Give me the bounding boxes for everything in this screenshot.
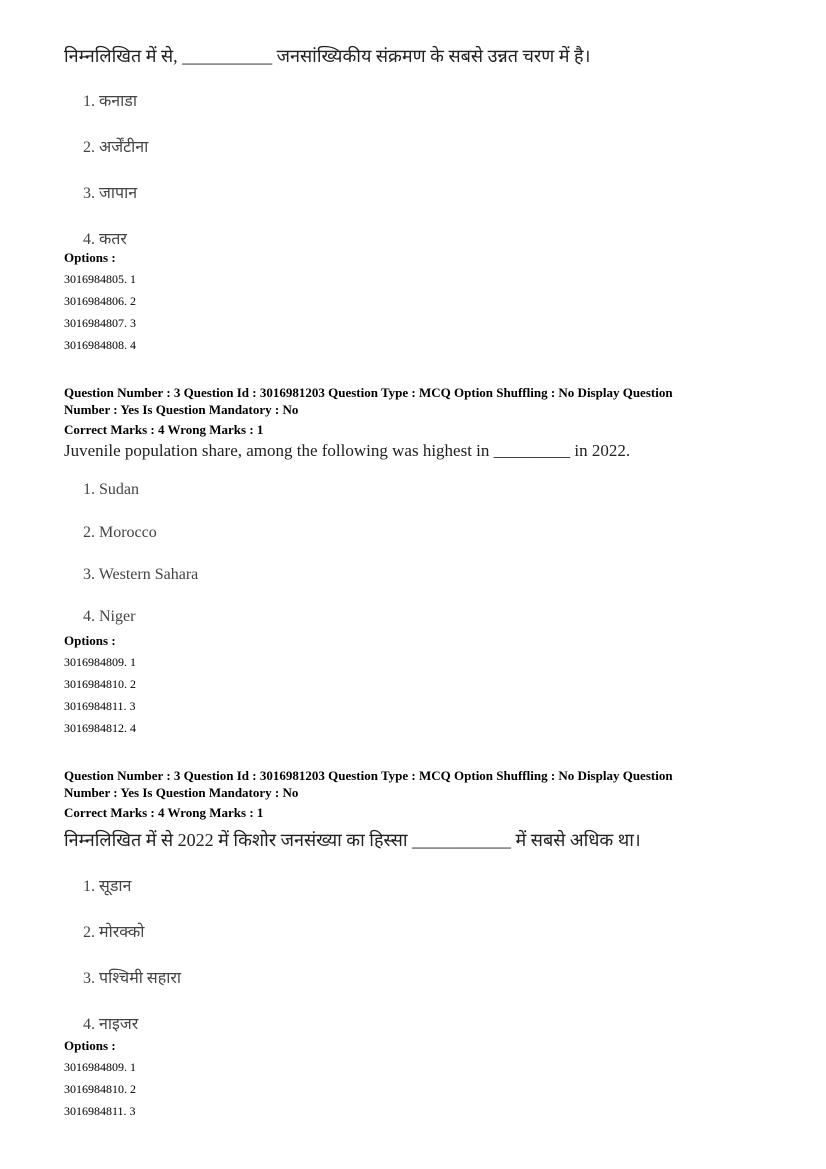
options-label-2: Options :	[64, 633, 116, 648]
option-id-2-3: 3016984811. 3	[64, 699, 136, 713]
question-meta-line2-3: Number : Yes Is Question Mandatory : No	[64, 785, 299, 800]
choice-3-2: 2. मोरक्को	[83, 924, 145, 941]
option-id-2-1: 3016984809. 1	[64, 655, 136, 669]
option-id-1-1: 3016984805. 1	[64, 272, 136, 286]
options-label-3: Options :	[64, 1038, 116, 1053]
option-id-3-2: 3016984810. 2	[64, 1082, 136, 1096]
option-id-2-4: 3016984812. 4	[64, 721, 136, 735]
choice-2-1: 1. Sudan	[83, 481, 139, 498]
question-marks-2: Correct Marks : 4 Wrong Marks : 1	[64, 422, 264, 437]
choice-3-4: 4. नाइजर	[83, 1016, 139, 1033]
choice-1-1: 1. कनाडा	[83, 93, 138, 110]
option-id-1-2: 3016984806. 2	[64, 294, 136, 308]
choice-2-4: 4. Niger	[83, 608, 136, 625]
option-id-1-3: 3016984807. 3	[64, 316, 136, 330]
choice-2-3: 3. Western Sahara	[83, 566, 199, 583]
options-label-1: Options :	[64, 250, 116, 265]
choice-3-3: 3. पश्चिमी सहारा	[83, 970, 182, 987]
choice-1-2: 2. अर्जेंटीना	[83, 139, 149, 156]
choice-3-1: 1. सूडान	[83, 878, 132, 895]
question-meta-line1-2: Question Number : 3 Question Id : 3016981203 Question Type : MCQ Option Shuffling : No Display Question	[64, 385, 673, 400]
option-id-3-3: 3016984811. 3	[64, 1104, 136, 1118]
question-text-2: Juvenile population share, among the following was highest in _________ in 2022.	[64, 441, 631, 460]
question-text-3: निम्नलिखित में से 2022 में किशोर जनसंख्या का हिस्सा ___________ में सबसे अधिक था।	[64, 830, 641, 850]
option-id-1-4: 3016984808. 4	[64, 338, 136, 352]
option-id-3-1: 3016984809. 1	[64, 1060, 136, 1074]
option-id-2-2: 3016984810. 2	[64, 677, 136, 691]
question-marks-3: Correct Marks : 4 Wrong Marks : 1	[64, 805, 264, 820]
choice-2-2: 2. Morocco	[83, 524, 157, 541]
question-meta-line2-2: Number : Yes Is Question Mandatory : No	[64, 402, 299, 417]
question-text-1: निम्नलिखित में से, __________ जनसांख्यिकीय संक्रमण के सबसे उन्नत चरण में है।	[64, 46, 591, 66]
question-meta-line1-3: Question Number : 3 Question Id : 3016981203 Question Type : MCQ Option Shuffling : No Display Question	[64, 768, 673, 783]
choice-1-4: 4. कतर	[83, 231, 127, 248]
choice-1-3: 3. जापान	[83, 185, 138, 202]
